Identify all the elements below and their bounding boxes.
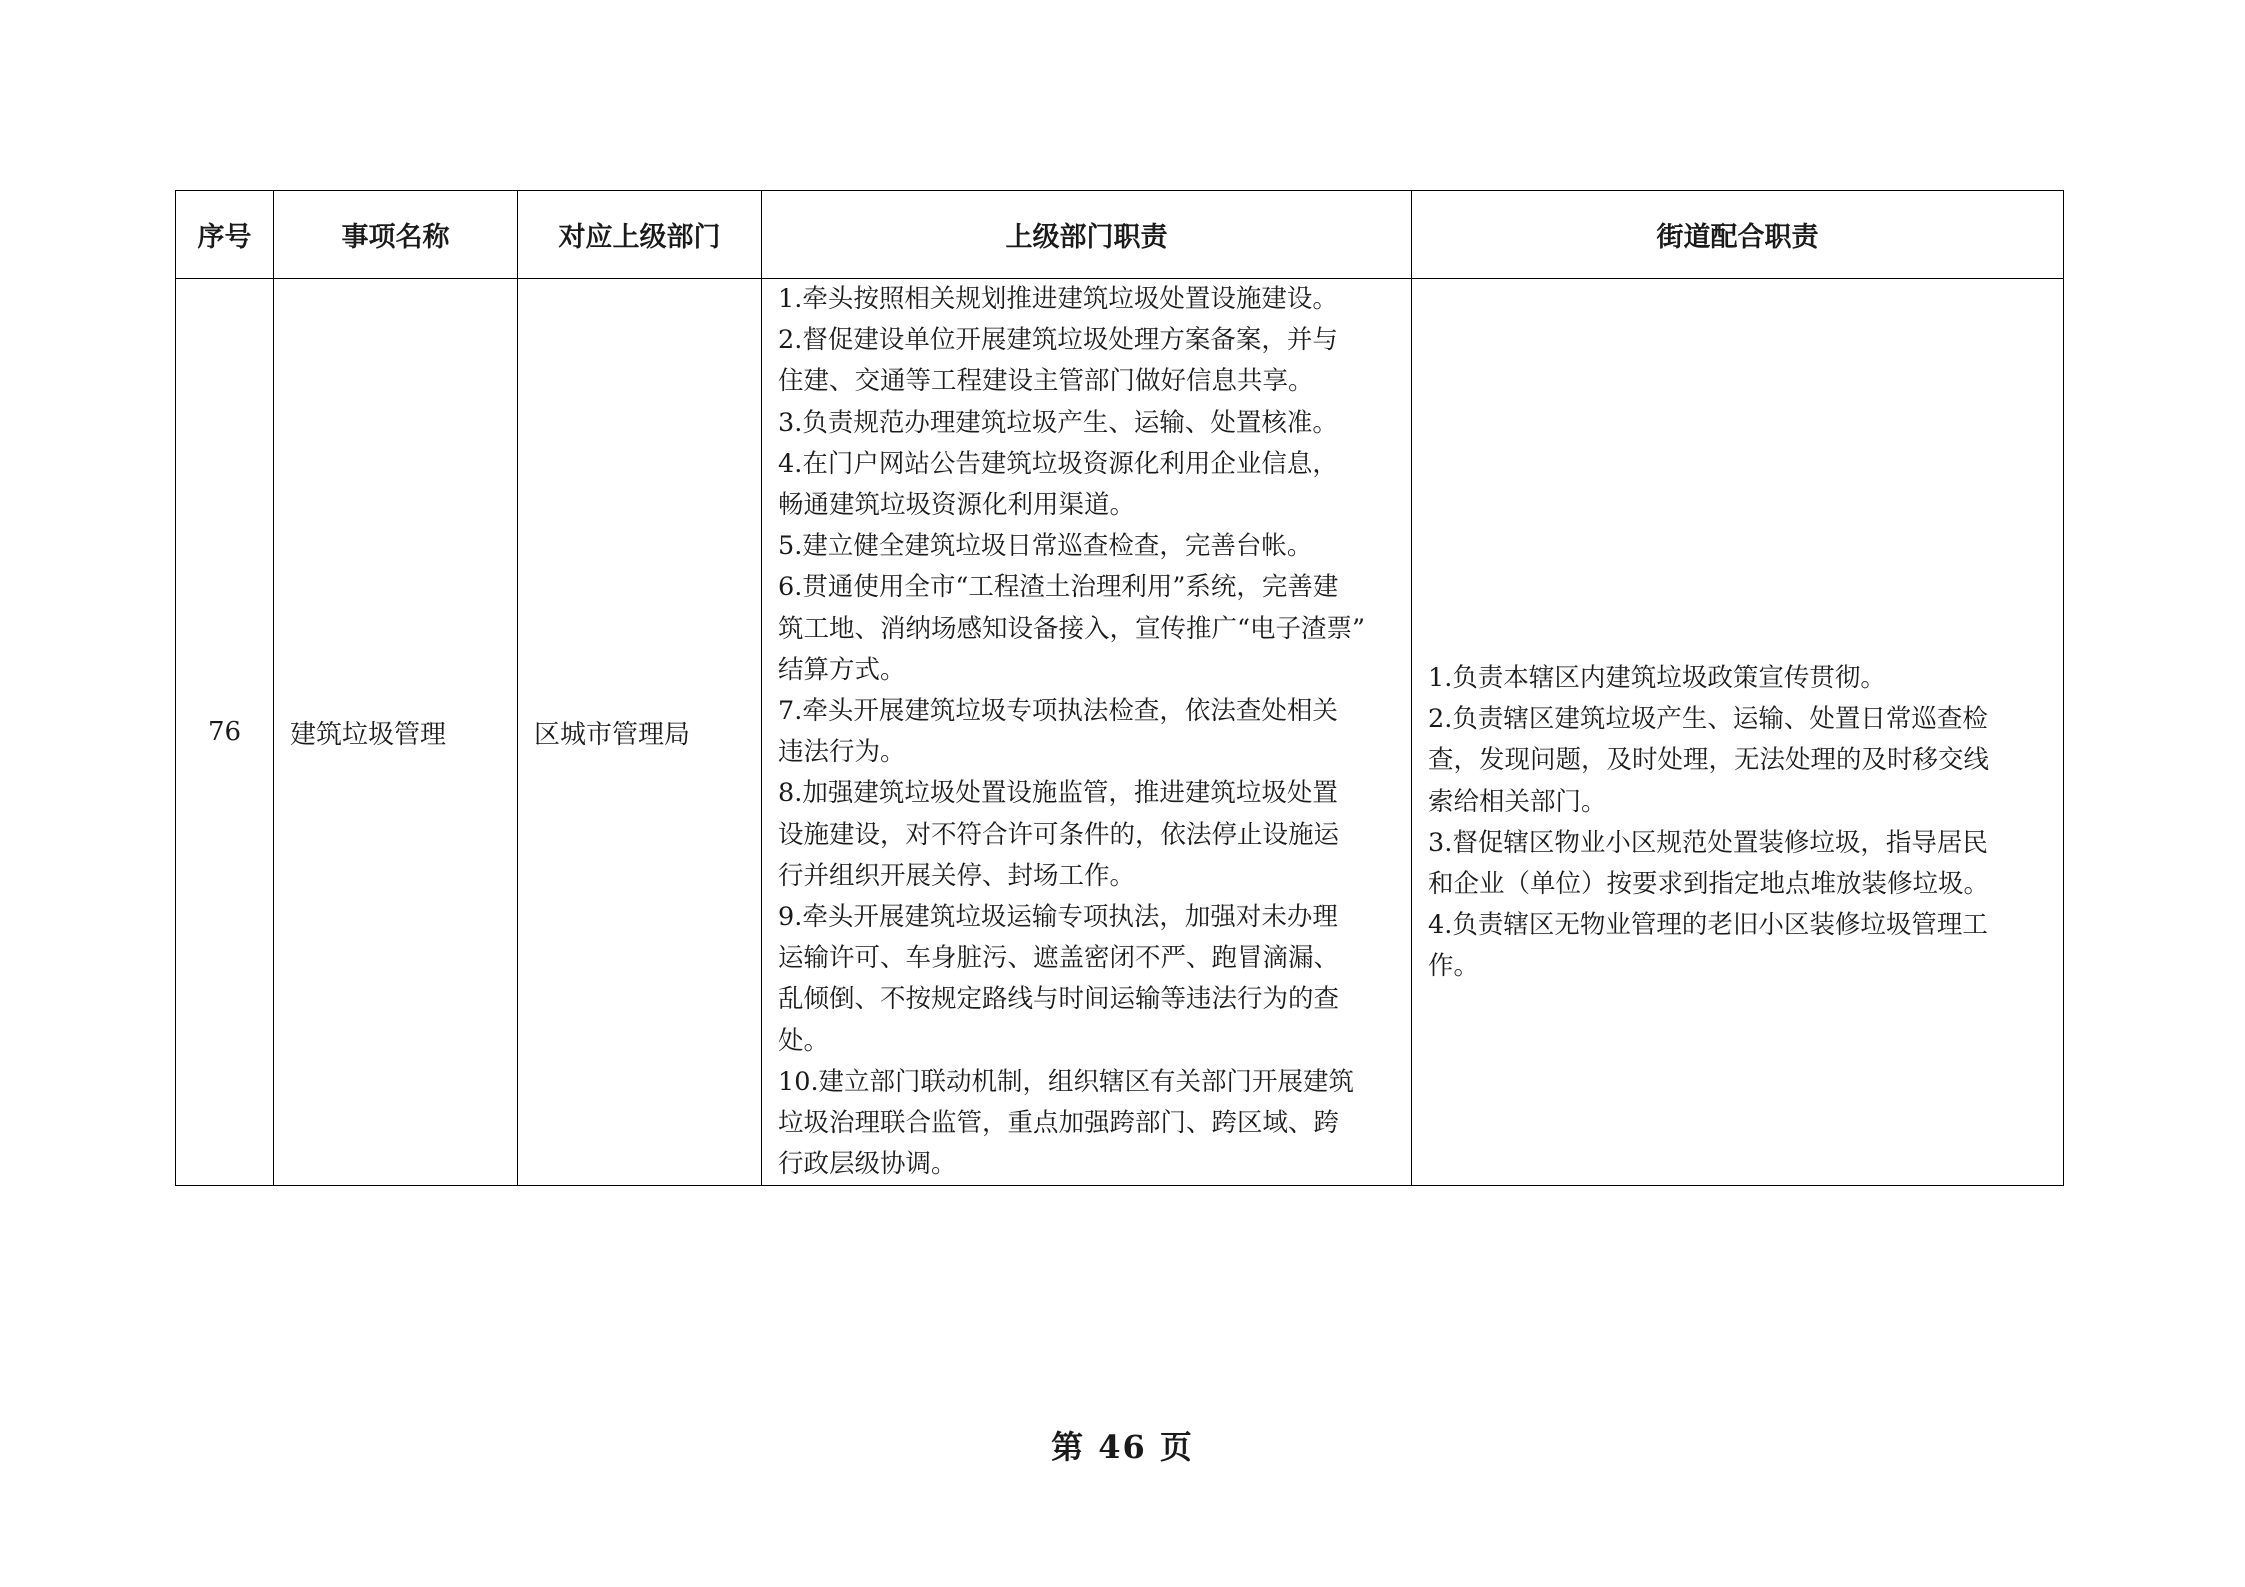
dept-duty-line: 7.牵头开展建筑垃圾专项执法检查，依法查处相关 [778,696,1338,727]
street-duties-spacer [1428,279,2049,658]
header-dept: 对应上级部门 [518,191,762,279]
table-row [176,279,2064,1186]
row-dept: 区城市管理局 [518,279,762,1186]
row-dept-duties [762,279,1412,1186]
dept-duty-line: 4.在门户网站公告建筑垃圾资源化利用企业信息， [778,448,1338,479]
dept-duty-line: 垃圾治理联合监管，重点加强跨部门、跨区域、跨 [778,1108,1340,1139]
dept-duty-line: 违法行为。 [778,737,906,768]
dept-duty-line: 行并组织开展关停、封场工作。 [778,860,1136,891]
street-duty-line: 2.负责辖区建筑垃圾产生、运输、处置日常巡查检 [1428,704,1988,735]
dept-duty-line: 10.建立部门联动机制，组织辖区有关部门开展建筑 [778,1066,1355,1097]
dept-duty-line: 9.牵头开展建筑垃圾运输专项执法，加强对未办理 [778,902,1338,933]
dept-duty-line: 住建、交通等工程建设主管部门做好信息共享。 [778,366,1314,397]
street-duty-line: 查，发现问题，及时处理，无法处理的及时移交线 [1428,745,1990,776]
dept-duty-line: 3.负责规范办理建筑垃圾产生、运输、处置核准。 [778,407,1338,438]
dept-duty-line: 5.建立健全建筑垃圾日常巡查检查，完善台帐。 [778,531,1313,562]
header-dept-duties: 上级部门职责 [762,191,1412,279]
dept-duty-line: 设施建设，对不符合许可条件的，依法停止设施运 [778,819,1340,850]
row-seq: 76 [176,279,274,1186]
dept-duty-line: 畅通建筑垃圾资源化利用渠道。 [778,490,1136,521]
row-street-duties [1412,279,2064,1186]
dept-duty-line: 处。 [778,1025,830,1056]
table-header-row [176,191,2064,279]
row-item-name: 建筑垃圾管理 [274,279,518,1186]
dept-duty-line: 运输许可、车身脏污、遮盖密闭不严、跑冒滴漏、 [778,943,1340,974]
dept-duty-line: 行政层级协调。 [778,1149,957,1180]
dept-duty-line: 1.牵头按照相关规划推进建筑垃圾处置设施建设。 [778,284,1338,314]
street-duty-line: 和企业（单位）按要求到指定地点堆放装修垃圾。 [1428,869,1990,900]
header-street-duties: 街道配合职责 [1412,191,2064,279]
dept-duty-line: 结算方式。 [778,654,906,685]
page-number: 第 46 页 [1051,1428,1194,1466]
header-seq: 序号 [176,191,274,279]
dept-duty-line: 乱倾倒、不按规定路线与时间运输等违法行为的查 [778,984,1340,1015]
header-item-name: 事项名称 [274,191,518,279]
dept-duty-line: 筑工地、消纳场感知设备接入，宣传推广“电子渣票” [778,613,1366,644]
street-duty-line: 1.负责本辖区内建筑垃圾政策宣传贯彻。 [1428,663,1886,693]
street-duty-line: 4.负责辖区无物业管理的老旧小区装修垃圾管理工 [1428,910,1988,941]
dept-duty-line: 8.加强建筑垃圾处置设施监管，推进建筑垃圾处置 [778,778,1338,809]
street-duty-line: 作。 [1428,951,1480,982]
duties-table [175,190,2064,1186]
dept-duty-line: 6.贯通使用全市“工程渣土治理利用”系统，完善建 [778,572,1339,603]
street-duty-line: 索给相关部门。 [1428,786,1607,817]
street-duty-line: 3.督促辖区物业小区规范处置装修垃圾，指导居民 [1428,827,1988,858]
dept-duty-line: 2.督促建设单位开展建筑垃圾处理方案备案，并与 [778,325,1338,356]
